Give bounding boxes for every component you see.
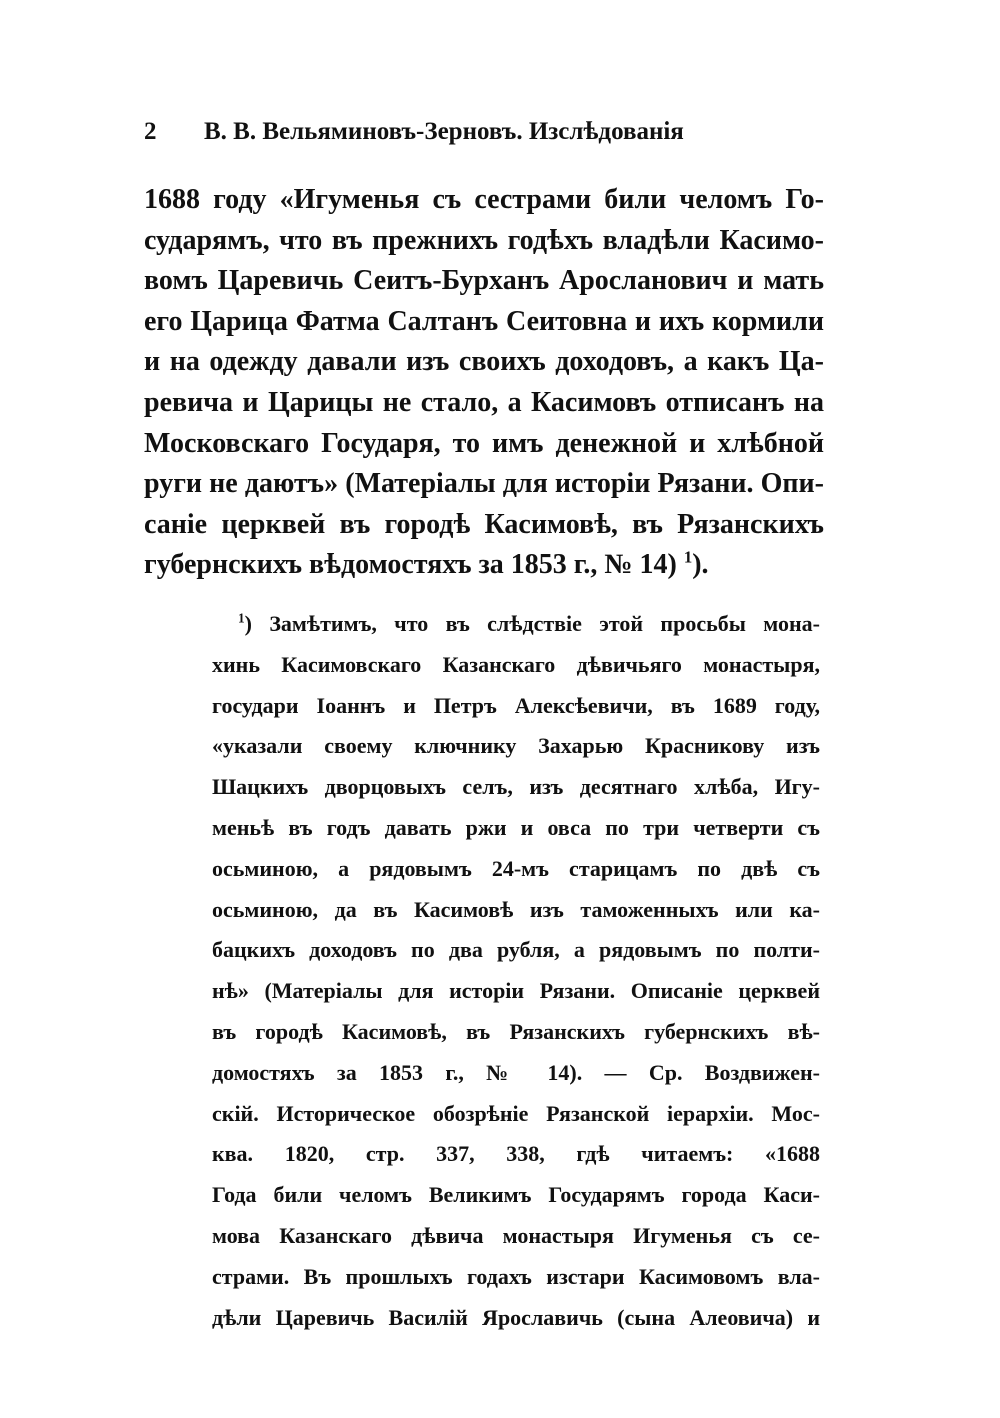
footnote-line: ) Замѣтимъ, что въ слѣдствіе этой просьбы мона- bbox=[244, 611, 820, 636]
footnote bbox=[212, 604, 820, 1338]
footnote-line: Шацкихъ дворцовыхъ селъ, изъ десятнаго хлѣба, Игу- bbox=[212, 774, 820, 800]
footnote-line: дѣли Царевичь Василій Ярославичь (сына Алеовича) и bbox=[212, 1304, 820, 1330]
footnote-first-line bbox=[212, 604, 820, 645]
main-text-line: вомъ Царевичь Сеитъ-Бурханъ Аросланович и мать bbox=[144, 265, 824, 297]
page-number: 2 bbox=[144, 118, 157, 145]
main-text-line: саніе церквей въ городѣ Касимовѣ, въ Рязанскихъ bbox=[144, 508, 824, 540]
footnote-line: скій. Историческое обозрѣніе Рязанской іерархіи. Мос- bbox=[212, 1100, 820, 1126]
main-text-line: сударямъ, что въ прежнихъ годѣхъ владѣли Касимо- bbox=[144, 224, 824, 256]
footnote-line: ква. 1820, стр. 337, 338, гдѣ читаемъ: «1688 bbox=[212, 1141, 820, 1167]
main-text-line: 1688 году «Игуменья съ сестрами били челомъ Го- bbox=[144, 184, 824, 215]
footnote-line: Года били челомъ Великимъ Государямъ города Каси- bbox=[212, 1182, 820, 1208]
footnote-line: хинь Касимовскаго Казанскаго дѣвичьяго монастыря, bbox=[212, 651, 820, 677]
footnote-line: въ городѣ Касимовѣ, въ Рязанскихъ губернскихъ вѣ- bbox=[212, 1018, 820, 1044]
footnote-line: государи Іоаннъ и Петръ Алексѣевичи, въ 1689 году, bbox=[212, 692, 820, 718]
main-text-line: его Царица Фатма Салтанъ Сеитовна и ихъ кормили bbox=[144, 305, 824, 337]
footnote-line: домостяхъ за 1853 г., № 14). — Ср. Воздвижен- bbox=[212, 1059, 820, 1085]
main-text-last-line bbox=[144, 545, 824, 586]
footnote-line: мова Казанскаго дѣвича монастыря Игуменья съ се- bbox=[212, 1222, 820, 1248]
running-head bbox=[144, 112, 824, 152]
main-text-line: руги не даютъ» (Матеріалы для исторіи Рязани. Опи- bbox=[144, 468, 824, 500]
footnote-line: осьминою, да въ Касимовѣ изъ таможенныхъ или ка- bbox=[212, 896, 820, 922]
main-text-line: ревича и Царицы не стало, а Касимовъ отписанъ на bbox=[144, 386, 824, 418]
running-title: В. В. Вельяминовъ-Зерновъ. Изслѣдованія bbox=[204, 118, 684, 145]
main-text-line: губернскихъ вѣдомостяхъ за 1853 г., № 14) bbox=[144, 549, 677, 581]
footnote-line: «указали своему ключнику Захарью Красникову изъ bbox=[212, 733, 820, 759]
closing-punctuation: ). bbox=[692, 549, 709, 581]
footnote-line: осьминою, а рядовымъ 24-мъ старицамъ по двѣ съ bbox=[212, 855, 820, 881]
footnote-marker: 1 bbox=[238, 610, 245, 626]
main-text bbox=[144, 180, 824, 586]
main-text-line: и на одежду давали изъ своихъ доходовъ, а какъ Ца- bbox=[144, 346, 824, 378]
footnote-reference: 1 bbox=[683, 548, 693, 568]
footnote-line: нѣ» (Матеріалы для исторіи Рязани. Описаніе церквей bbox=[212, 978, 820, 1004]
footnote-line: бацкихъ доходовъ по два рубля, а рядовымъ по полти- bbox=[212, 937, 820, 963]
main-text-line: Московскаго Государя, то имъ денежной и хлѣбной bbox=[144, 427, 824, 459]
footnote-line: страми. Въ прошлыхъ годахъ изстари Касимовомъ вла- bbox=[212, 1263, 820, 1289]
footnote-line: меньѣ въ годъ давать ржи и овса по три четверти съ bbox=[212, 814, 820, 840]
